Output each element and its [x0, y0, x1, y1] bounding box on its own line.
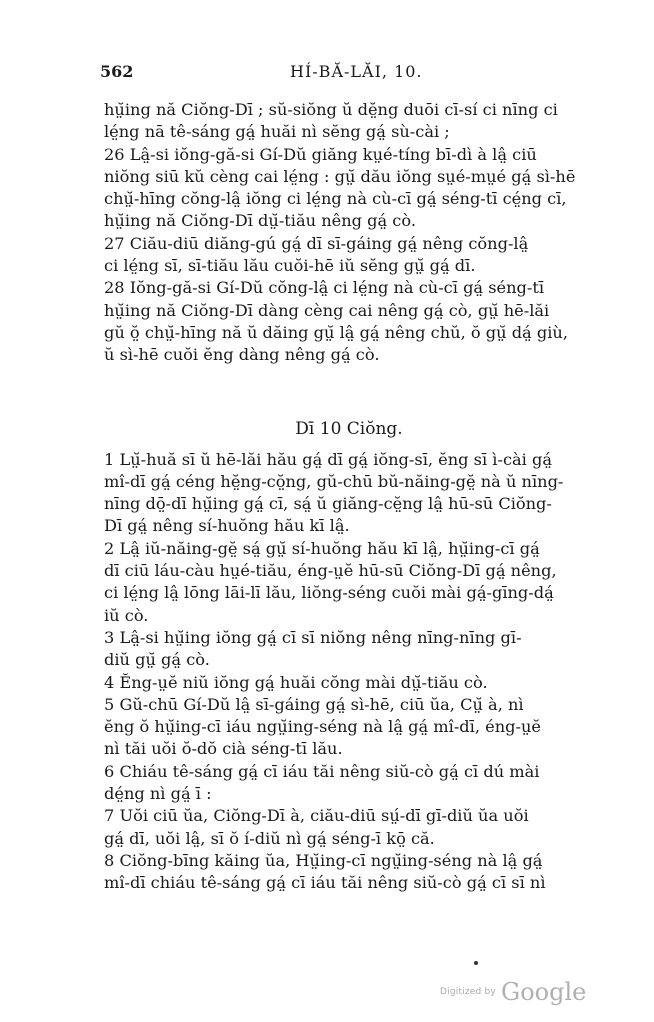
text-line: 28 Iŏng-gă-si Gí-Dŭ cŏng-lâ̤ ci lé̤ng nà cù-cī gá̤ séng-tī [104, 278, 545, 298]
text-line: dé̤ng nì gá̤ ī : [104, 784, 212, 804]
text-line: Dī gá̤ nêng sí-huŏng hău kī lâ̤. [104, 516, 350, 536]
chapter-heading: Dī 10 Ciŏng. [295, 418, 403, 439]
watermark-logo: Google [501, 978, 587, 1006]
text-line: dī ciū láu-càu hṳé-tiău, éng-ṳĕ hū-sū Ciŏng-Dī gá̤ nêng, [104, 561, 557, 581]
ink-dot [474, 961, 478, 965]
text-line: chṳ̆-hīng cŏng-lâ̤ iŏng ci lé̤ng nà cù-cī gá̤ séng-tī cé̤ng cī, [104, 189, 567, 209]
paragraph [104, 277, 594, 366]
running-title: HÍ-BĂ-LĂI, 10. [290, 62, 423, 81]
paragraph [104, 233, 594, 278]
text-line: ci lé̤ng lâ̤ lōng lāi-lī lău, liŏng-séng cuŏi mài gá̤-gīng-dá̤ [104, 583, 554, 603]
text-line: hṳ̆ing nă Ciŏng-Dī dàng cèng cai nêng gá̤ cò, gṳ̆ hē-lăi [104, 300, 550, 320]
text-line: 4 Ĕng-ṳĕ niŭ iŏng gá̤ huăi cŏng mài dṳ̆-tiău cò. [104, 672, 488, 692]
paragraph [104, 144, 594, 233]
text-line: iŭ cò. [104, 605, 149, 625]
text-line: mî-dī gá̤ céng hĕ̤ng-cŏ̤ng, gŭ-chū bŭ-năing-gĕ̤ nà ŭ nīng- [104, 471, 564, 491]
text-line: mî-dī chiáu tê-sáng gá̤ cī iáu tăi nêng siŭ-cò gá̤ cī sī nì [104, 873, 546, 893]
text-line: 2 Lâ̤ iŭ-năing-gĕ̤ sá̤ gṳ̆ sí-huŏng hău kī lâ̤, hṳ̆ing-cī gá̤ [104, 538, 540, 558]
text-line: 26 Lâ̤-si iŏng-gă-si Gí-Dŭ giăng kṳé-tíng bī-dì à lâ̤ ciū [104, 144, 537, 164]
text-line: lé̤ng nā tê-sáng gá̤ huăi nì sĕng gá̤ sù-cài ; [104, 122, 450, 142]
paragraph [104, 694, 594, 761]
watermark-prefix: Digitized by [440, 987, 496, 997]
paragraphs-bottom [104, 449, 594, 895]
paragraphs-top [104, 99, 594, 367]
text-line: 6 Chiáu tê-sáng gá̤ cī iáu tăi nêng siŭ-cò gá̤ cī dú mài [104, 761, 540, 781]
section-gap [104, 367, 594, 417]
text-line: niŏng siū kŭ cèng cai lé̤ng : gṳ̆ dău iŏng sṳé-mṳé gá̤ sì-hē [104, 166, 576, 186]
text-line: hṳ̆ing nă Ciŏng-Dī ; sŭ-siŏng ŭ dĕ̤ng duōi cī-sí ci nīng ci [104, 100, 558, 119]
text-line: ci lé̤ng sī, sī-tiău lău cuŏi-hē iŭ sĕng gṳ̆ gá̤ dī. [104, 256, 476, 276]
page-header [100, 62, 600, 86]
paragraph [104, 761, 594, 806]
text-line: 3 Lâ̤-si hṳ̆ing iŏng gá̤ cī sī niŏng nêng nīng-nīng gī- [104, 627, 522, 647]
text-line: 27 Ciău-diū diăng-gú gá̤ dī sī-gáing gá̤ nêng cŏng-lâ̤ [104, 233, 529, 253]
page-number: 562 [100, 62, 134, 81]
text-line: 8 Ciŏng-bīng kăing ŭa, Hṳ̆ing-cī ngṳ̆ing-séng nà lâ̤ gá̤ [104, 850, 543, 870]
text-line: 1 Lṳ̆-huă sī ŭ hē-lăi hău gá̤ dī gá̤ iŏng-sī, ĕng sī ì-cài gá̤ [104, 449, 553, 469]
digitized-watermark [440, 978, 586, 1008]
body-text [104, 99, 594, 895]
paragraph [104, 99, 594, 144]
text-line: gá̤ dī, uŏi lâ̤, sī ŏ í-diŭ nì gá̤ séng-ī kō̤ că. [104, 828, 435, 848]
text-line: gŭ ŏ̤ chṳ̆-hīng nă ŭ dăing gṳ̆ lâ̤ gá̤ nêng chŭ, ŏ gṳ̆ dá̤ giù, [104, 322, 568, 342]
text-line: hṳ̆ing nă Ciŏng-Dī dṳ̆-tiău nêng gá̤ cò. [104, 211, 416, 231]
paragraph [104, 850, 594, 895]
paragraph [104, 672, 594, 694]
text-line: ĕng ŏ hṳ̆ing-cī iáu ngṳ̆ing-séng nà lâ̤ gá̤ mî-dī, éng-ṳĕ [104, 717, 541, 737]
text-line: nīng dō̤-dī hṳ̆ing gá̤ cī, sá̤ ŭ giăng-cĕ̤ng lâ̤ hū-sū Ciŏng- [104, 494, 552, 514]
text-line: 7 Uŏi ciū ŭa, Ciŏng-Dī à, ciău-diū sṳ́-dī gī-diŭ ŭa uŏi [104, 806, 529, 826]
paragraph [104, 805, 594, 850]
text-line: diŭ gṳ̆ gá̤ cò. [104, 650, 210, 670]
text-line: 5 Gŭ-chū Gí-Dŭ lâ̤ sī-gáing gá̤ sì-hē, ciū ŭa, Cṳ̆ à, nì [104, 694, 524, 714]
paragraph [104, 538, 594, 627]
text-line: nì tăi uŏi ŏ-dŏ cià séng-tī lău. [104, 739, 343, 759]
paragraph [104, 449, 594, 538]
paragraph [104, 627, 594, 672]
text-line: ŭ sì-hē cuŏi ĕng dàng nêng gá̤ cò. [104, 345, 380, 365]
